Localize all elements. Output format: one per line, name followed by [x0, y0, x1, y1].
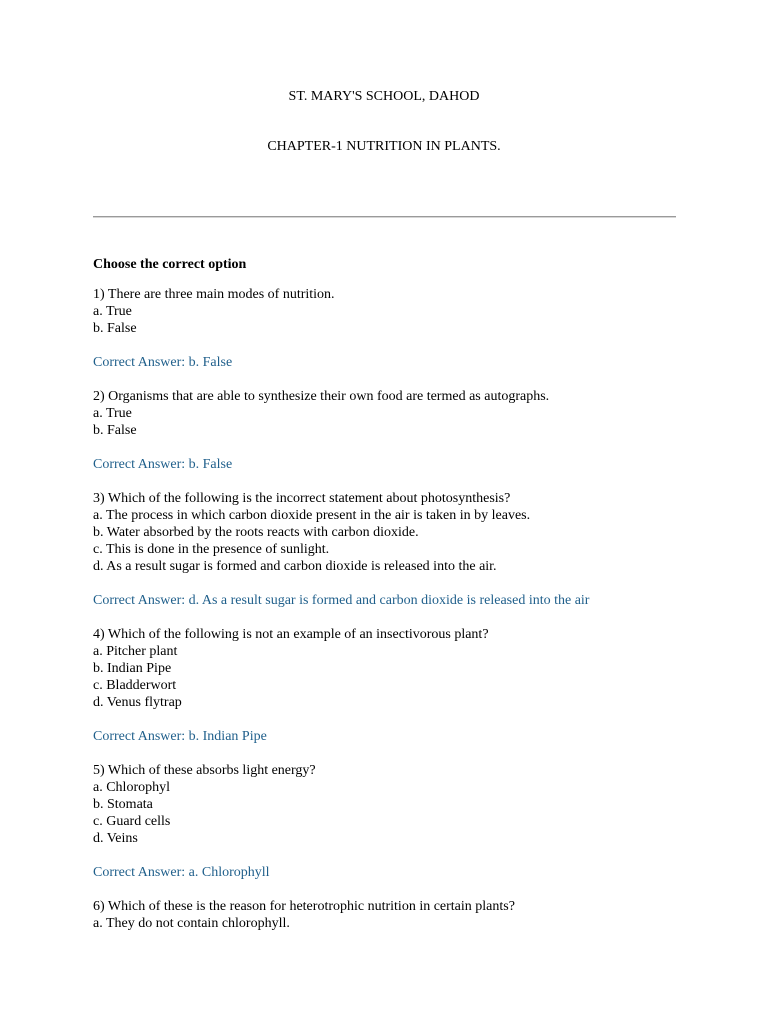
correct-answer: Correct Answer: b. False: [93, 457, 233, 472]
option-item: d. As a result sugar is formed and carbon dioxide is released into the air.: [93, 559, 497, 574]
question-text: 5) Which of these absorbs light energy?: [93, 763, 316, 778]
question-block-2: [93, 388, 693, 473]
question-text: 4) Which of the following is not an example of an insectivorous plant?: [93, 627, 489, 642]
horizontal-divider: [93, 216, 676, 218]
chapter-title: CHAPTER-1 NUTRITION IN PLANTS.: [267, 139, 501, 154]
option-item: d. Veins: [93, 831, 138, 846]
option-item: a. True: [93, 406, 132, 421]
quiz-content: [93, 256, 693, 932]
correct-answer: Correct Answer: d. As a result sugar is formed and carbon dioxide is released into the air: [93, 593, 590, 608]
correct-answer: Correct Answer: b. Indian Pipe: [93, 729, 267, 744]
question-block-6: [93, 898, 693, 932]
option-item: d. Venus flytrap: [93, 695, 182, 710]
question-text: 3) Which of the following is the incorrect statement about photosynthesis?: [93, 491, 511, 506]
correct-answer: Correct Answer: a. Chlorophyll: [93, 865, 270, 880]
question-block-3: [93, 490, 693, 609]
question-block-1: [93, 286, 693, 371]
correct-answer: Correct Answer: b. False: [93, 355, 233, 370]
option-item: b. Stomata: [93, 797, 153, 812]
question-text: 1) There are three main modes of nutrition.: [93, 287, 335, 302]
instruction-heading: Choose the correct option: [93, 257, 247, 272]
option-item: a. The process in which carbon dioxide present in the air is taken in by leaves.: [93, 508, 531, 523]
option-item: b. False: [93, 423, 137, 438]
option-item: a. They do not contain chlorophyll.: [93, 916, 290, 931]
option-item: b. Water absorbed by the roots reacts with carbon dioxide.: [93, 525, 419, 540]
option-item: a. Chlorophyl: [93, 780, 170, 795]
option-item: b. False: [93, 321, 137, 336]
question-text: 2) Organisms that are able to synthesize their own food are termed as autographs.: [93, 389, 550, 404]
question-block-4: [93, 626, 693, 745]
option-item: a. Pitcher plant: [93, 644, 178, 659]
question-block-5: [93, 762, 693, 881]
option-item: c. Guard cells: [93, 814, 171, 829]
option-item: c. Bladderwort: [93, 678, 177, 693]
option-item: a. True: [93, 304, 132, 319]
option-item: b. Indian Pipe: [93, 661, 172, 676]
school-title: ST. MARY'S SCHOOL, DAHOD: [288, 89, 480, 104]
option-item: c. This is done in the presence of sunlight.: [93, 542, 330, 557]
question-text: 6) Which of these is the reason for heterotrophic nutrition in certain plants?: [93, 899, 515, 914]
